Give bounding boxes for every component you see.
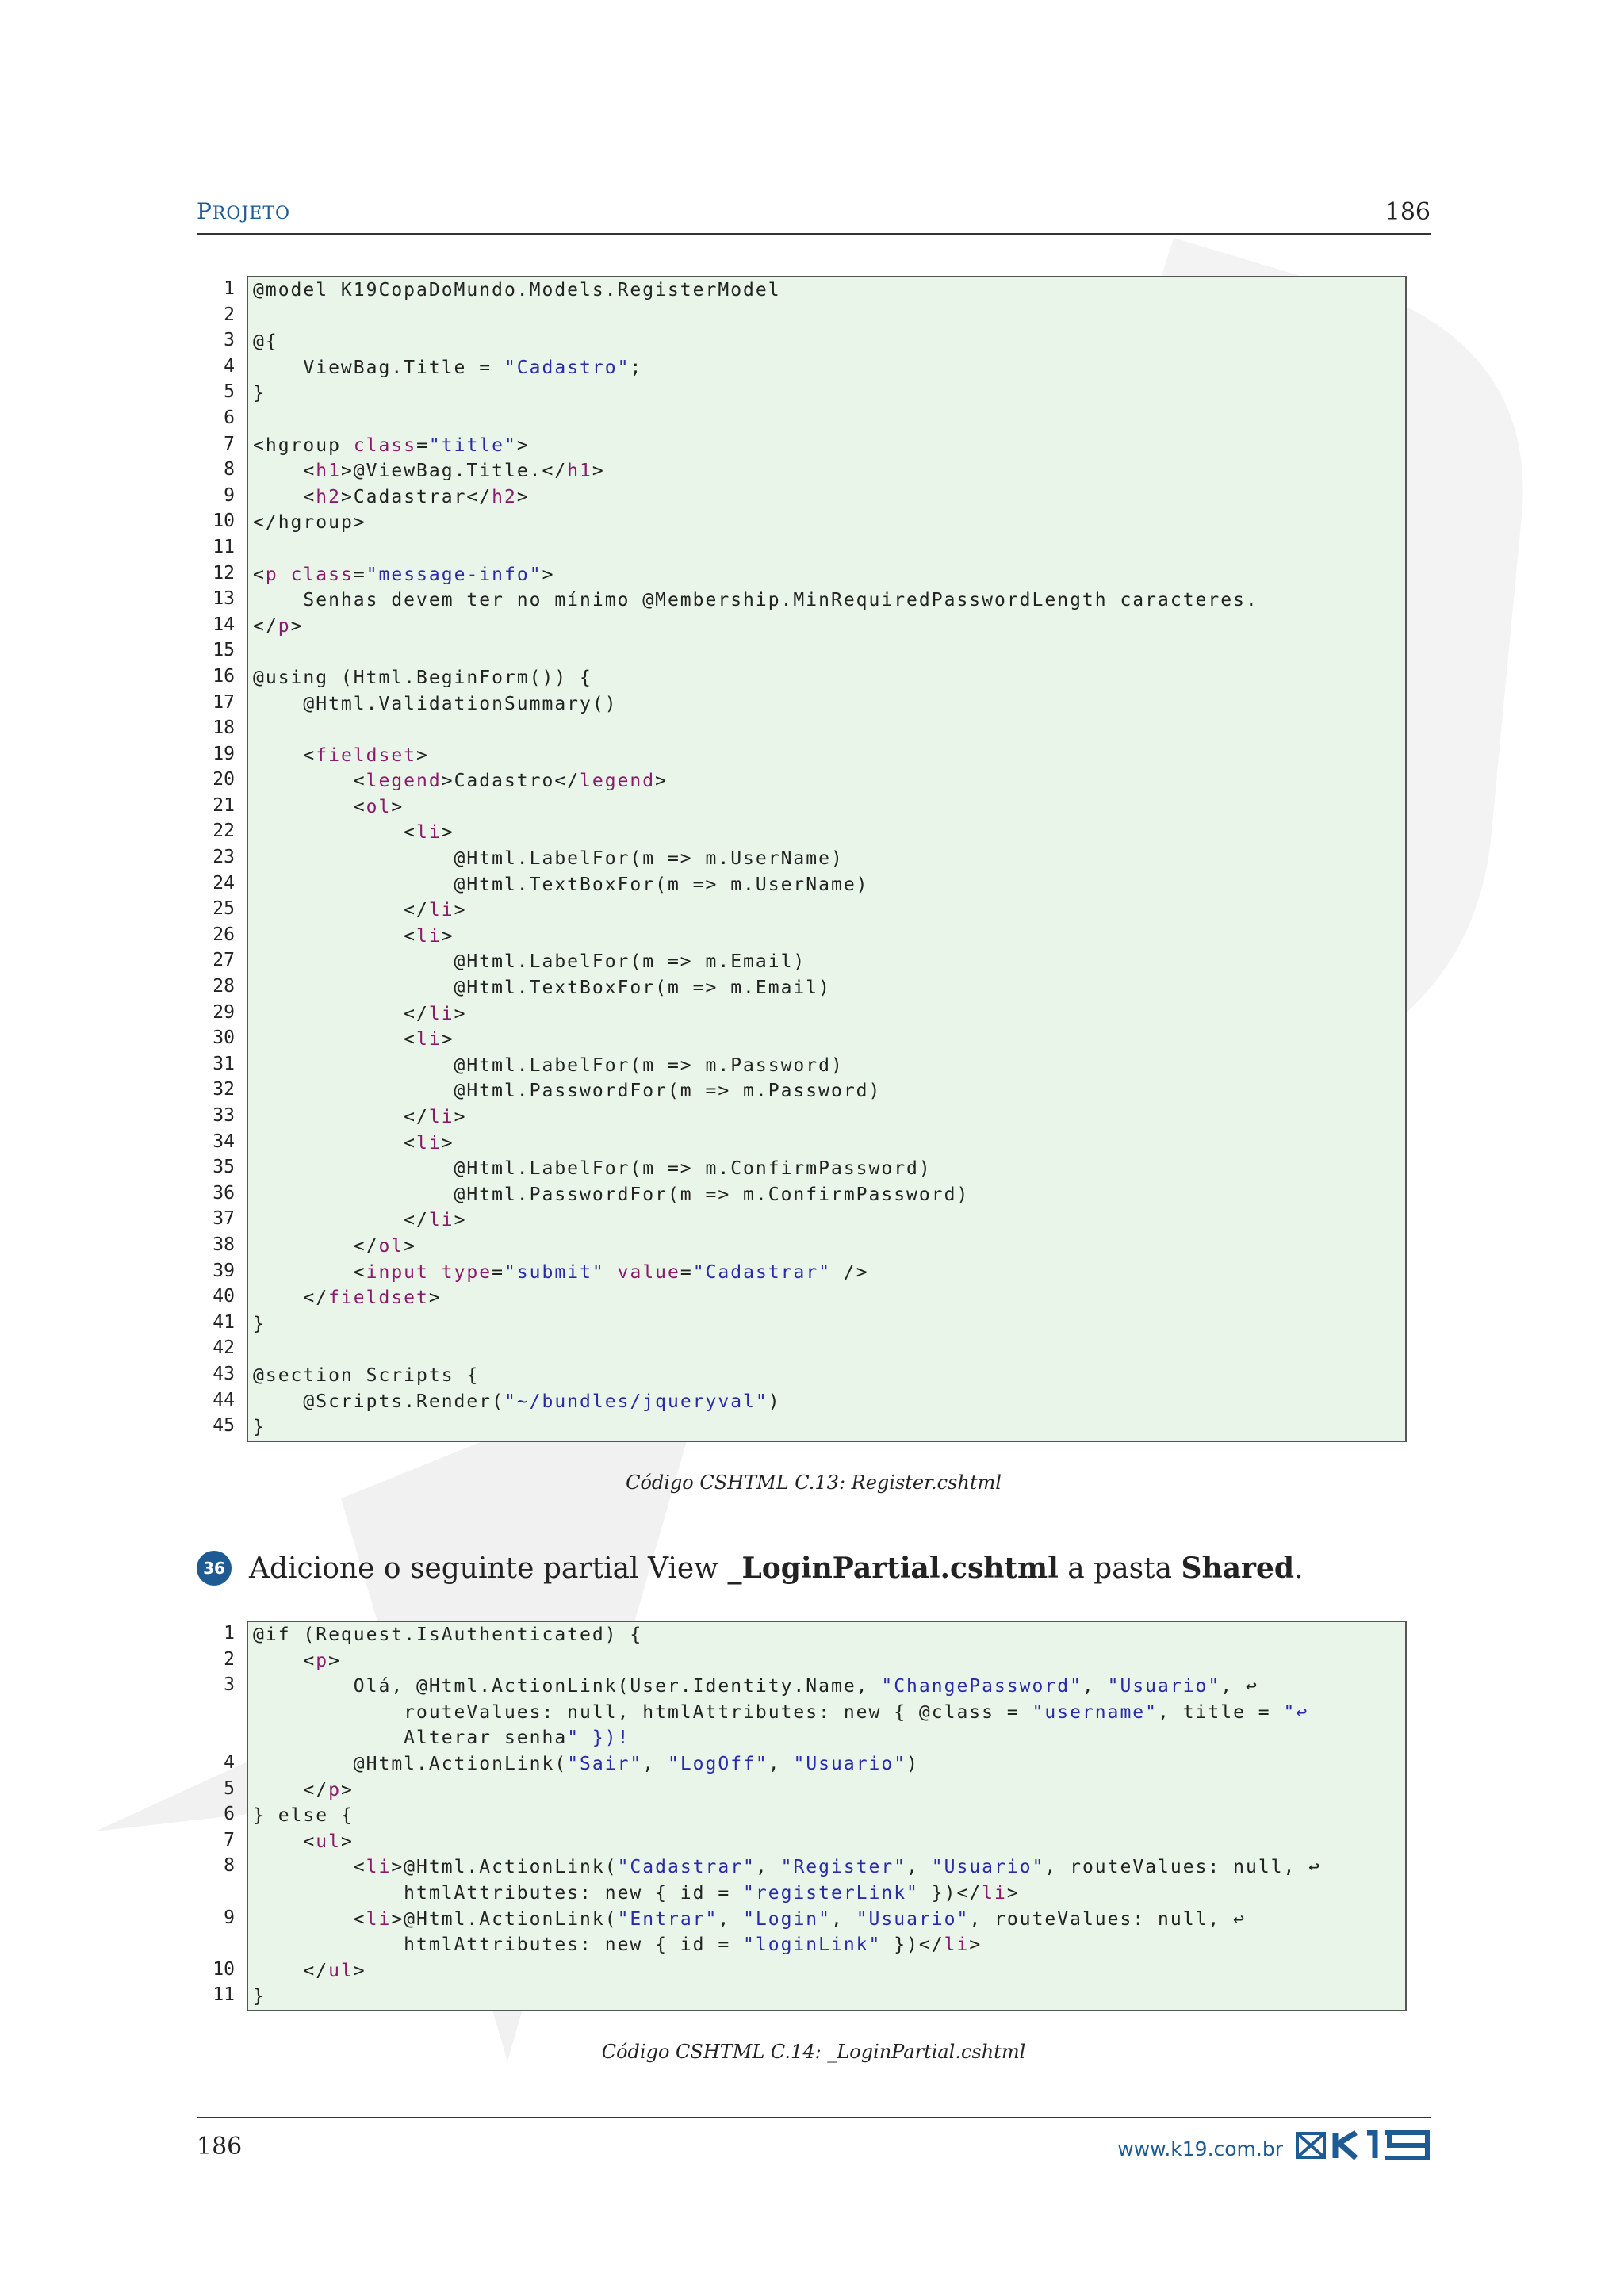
code-line: <h2>Cadastrar</h2> xyxy=(253,486,530,507)
line-number: 5 xyxy=(224,381,235,403)
line-number xyxy=(197,1724,235,1750)
code-line: </fieldset> xyxy=(253,1288,442,1309)
code-line: } xyxy=(253,1313,266,1334)
line-number: 3 xyxy=(224,1674,235,1696)
line-number: 6 xyxy=(224,407,235,428)
line-number: 26 xyxy=(213,924,235,945)
line-number: 43 xyxy=(213,1363,235,1384)
line-number: 20 xyxy=(213,769,235,790)
line-number: 23 xyxy=(213,847,235,868)
code-line: @Html.PasswordFor(m => m.ConfirmPassword) xyxy=(253,1184,970,1205)
page-header xyxy=(197,198,1431,235)
line-number: 45 xyxy=(213,1415,235,1437)
line-numbers xyxy=(197,276,235,1439)
code-line: <ul> xyxy=(253,1831,354,1852)
code-line: } xyxy=(253,383,266,404)
line-number: 9 xyxy=(224,484,235,506)
line-number: 1 xyxy=(224,278,235,299)
code-line: @Html.ActionLink("Sair", "LogOff", "Usuario") xyxy=(253,1753,919,1774)
line-number xyxy=(197,1931,235,1957)
code-line: </ol> xyxy=(253,1235,417,1257)
line-number: 11 xyxy=(213,1984,235,2006)
step-number-badge: 36 xyxy=(197,1551,232,1586)
line-number: 35 xyxy=(213,1157,235,1178)
code-line: } xyxy=(253,1417,266,1438)
code-line: @if (Request.IsAuthenticated) { xyxy=(253,1624,643,1645)
line-number: 16 xyxy=(213,665,235,687)
code-line: @Html.TextBoxFor(m => m.UserName) xyxy=(253,874,869,895)
line-number: 36 xyxy=(213,1182,235,1203)
section-title: PROJETO xyxy=(197,198,291,224)
line-number: 31 xyxy=(213,1053,235,1074)
code-line xyxy=(253,717,1400,743)
code-line: </p> xyxy=(253,1779,354,1800)
line-number: 9 xyxy=(224,1907,235,1928)
code-line: Olá, @Html.ActionLink(User.Identity.Name, "ChangePassword", "Usuario", ↩ xyxy=(253,1676,1258,1697)
line-number: 8 xyxy=(224,459,235,480)
line-number: 8 xyxy=(224,1855,235,1877)
code-line: ViewBag.Title = "Cadastro"; xyxy=(253,357,643,378)
code-listing xyxy=(247,276,1407,1442)
code-line: <hgroup class="title"> xyxy=(253,434,530,456)
code-line: </li> xyxy=(253,1107,467,1127)
line-number: 44 xyxy=(213,1389,235,1410)
line-number: 37 xyxy=(213,1208,235,1230)
line-number: 15 xyxy=(213,640,235,661)
page-number-top: 186 xyxy=(1385,198,1431,226)
code-line: <li> xyxy=(253,1132,454,1154)
line-number: 10 xyxy=(213,1958,235,1980)
line-number: 33 xyxy=(213,1105,235,1126)
line-number: 2 xyxy=(224,1648,235,1670)
line-number: 19 xyxy=(213,743,235,764)
code-line: <legend>Cadastro</legend> xyxy=(253,771,668,792)
code-line: @section Scripts { xyxy=(253,1364,480,1386)
code-line: </hgroup> xyxy=(253,512,366,534)
line-number xyxy=(197,1879,235,1905)
line-number: 42 xyxy=(213,1337,235,1359)
line-number: 17 xyxy=(213,691,235,713)
code-line: @Html.LabelFor(m => m.Email) xyxy=(253,951,806,973)
code-line: <li> xyxy=(253,925,454,947)
code-line: <fieldset> xyxy=(253,744,429,766)
code-line: <h1>@ViewBag.Title.</h1> xyxy=(253,461,605,482)
code-line: @model K19CopaDoMundo.Models.RegisterModel xyxy=(253,280,781,300)
code-line: htmlAttributes: new { id = "registerLink" })</li> xyxy=(253,1882,1020,1904)
code-listing xyxy=(247,1621,1407,2011)
line-number: 1 xyxy=(224,1623,235,1644)
line-number: 18 xyxy=(213,718,235,739)
code-line: routeValues: null, htmlAttributes: new { @class = "username", title = "↩ xyxy=(253,1701,1309,1723)
code-line xyxy=(253,1337,1400,1363)
code-line: } else { xyxy=(253,1805,354,1827)
line-number: 7 xyxy=(224,1829,235,1850)
line-number: 29 xyxy=(213,1001,235,1023)
k19-logo xyxy=(1296,2130,1431,2161)
code-line: @using (Html.BeginForm()) { xyxy=(253,667,592,688)
code-line: @Scripts.Render("~/bundles/jqueryval") xyxy=(253,1391,781,1412)
code-line: @Html.LabelFor(m => m.ConfirmPassword) xyxy=(253,1158,932,1180)
line-number: 27 xyxy=(213,950,235,971)
code-line: @Html.TextBoxFor(m => m.Email) xyxy=(253,978,831,999)
line-number: 28 xyxy=(213,976,235,997)
code-line: <li>@Html.ActionLink("Entrar", "Login", "Usuario", routeValues: null, ↩ xyxy=(253,1908,1246,1930)
code-line: htmlAttributes: new { id = "loginLink" })</li> xyxy=(253,1934,982,1956)
code-line: </li> xyxy=(253,1210,467,1231)
code-line: <li> xyxy=(253,1029,454,1050)
code-line: @{ xyxy=(253,331,278,353)
code-line: </li> xyxy=(253,900,467,921)
step-instruction xyxy=(197,1551,1304,1586)
code-line: <li>@Html.ActionLink("Cadastrar", "Register", "Usuario", routeValues: null, ↩ xyxy=(253,1857,1322,1878)
code-line: @Html.PasswordFor(m => m.Password) xyxy=(253,1081,882,1102)
line-number: 3 xyxy=(224,330,235,351)
code-line xyxy=(253,536,1400,562)
code-line: @Html.LabelFor(m => m.UserName) xyxy=(253,848,844,870)
code-line xyxy=(253,639,1400,665)
code-line xyxy=(253,407,1400,433)
code-line: @Html.LabelFor(m => m.Password) xyxy=(253,1054,844,1076)
line-number: 10 xyxy=(213,511,235,532)
code-line: <li> xyxy=(253,822,454,844)
code-line: Senhas devem ter no mínimo @Membership.MinRequiredPasswordLength caracteres. xyxy=(253,590,1258,611)
line-number: 39 xyxy=(213,1260,235,1281)
code-line xyxy=(253,304,1400,330)
line-number: 4 xyxy=(224,1751,235,1773)
line-number: 13 xyxy=(213,588,235,610)
line-number: 12 xyxy=(213,562,235,584)
line-number: 41 xyxy=(213,1311,235,1333)
code-caption-register: Código CSHTML C.13: Register.cshtml xyxy=(626,1471,1002,1494)
line-number: 34 xyxy=(213,1131,235,1152)
line-number: 5 xyxy=(224,1777,235,1799)
line-number: 4 xyxy=(224,355,235,377)
code-line: </li> xyxy=(253,1003,467,1024)
line-number xyxy=(197,1698,235,1724)
page-number-bottom: 186 xyxy=(197,2133,243,2160)
code-line: <p class="message-info"> xyxy=(253,564,555,585)
code-line: <input type="submit" value="Cadastrar" /> xyxy=(253,1261,869,1283)
line-number: 14 xyxy=(213,614,235,635)
line-number: 30 xyxy=(213,1027,235,1049)
folder-name: Shared xyxy=(1181,1552,1295,1585)
code-line: @Html.ValidationSummary() xyxy=(253,693,618,714)
line-number: 38 xyxy=(213,1234,235,1255)
code-line: } xyxy=(253,1986,266,2007)
line-number: 21 xyxy=(213,794,235,816)
code-line: Alterar senha" })! xyxy=(253,1728,630,1749)
code-line: <p> xyxy=(253,1650,341,1671)
code-caption-loginpartial: Código CSHTML C.14: _LoginPartial.cshtml xyxy=(601,2041,1026,2063)
line-number: 11 xyxy=(213,536,235,557)
file-name: _LoginPartial.cshtml xyxy=(727,1552,1059,1585)
line-number: 24 xyxy=(213,872,235,894)
page-footer xyxy=(197,2117,1431,2160)
line-number: 2 xyxy=(224,304,235,325)
step-text: Adicione o seguinte partial View _LoginPartial.cshtml a pasta Shared. xyxy=(249,1552,1304,1585)
code-line: </p> xyxy=(253,615,304,637)
line-number: 25 xyxy=(213,898,235,920)
line-numbers xyxy=(197,1621,235,2008)
code-line: </ul> xyxy=(253,1960,366,1981)
website-link[interactable]: www.k19.com.br xyxy=(1117,2137,1283,2160)
line-number: 40 xyxy=(213,1286,235,1307)
code-line: <ol> xyxy=(253,796,404,817)
line-number: 7 xyxy=(224,433,235,454)
line-number: 32 xyxy=(213,1079,235,1100)
line-number: 22 xyxy=(213,821,235,842)
line-number: 6 xyxy=(224,1804,235,1825)
